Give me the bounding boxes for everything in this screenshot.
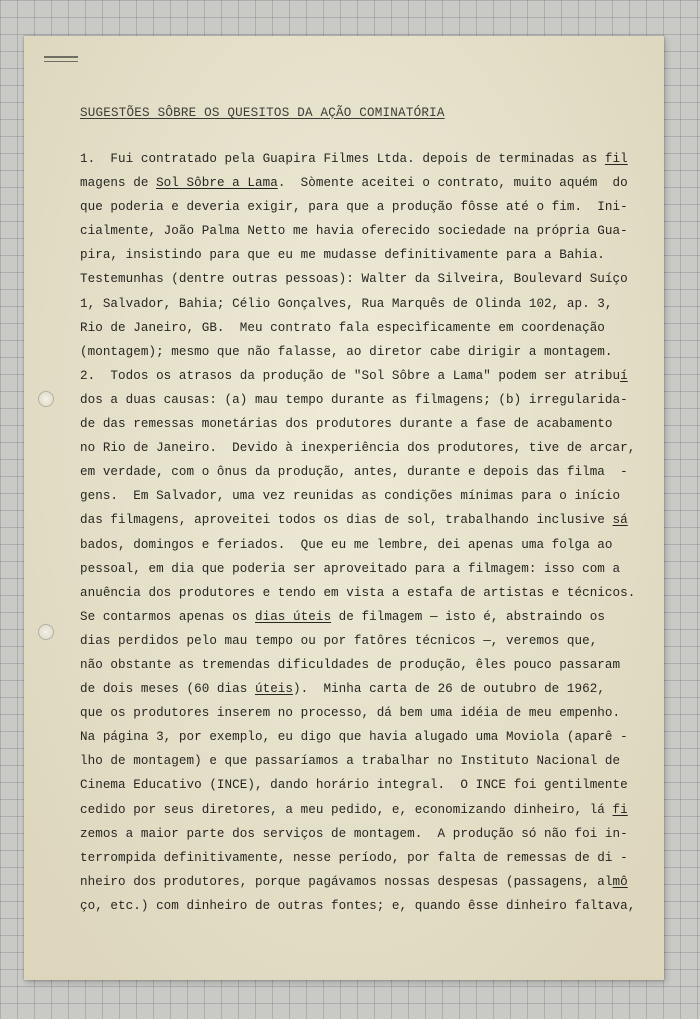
underlined-text: í xyxy=(620,368,628,383)
body-line xyxy=(80,388,660,412)
underlined-text: Sol Sôbre a Lama xyxy=(156,176,278,191)
corner-pen-mark xyxy=(44,56,78,66)
underlined-text: sá xyxy=(612,513,628,528)
body-line xyxy=(80,822,660,846)
body-line xyxy=(80,292,660,316)
underlined-text: fil xyxy=(604,152,628,166)
text-run: (montagem); mesmo que não falasse, ao diretor cabe dirigir a montagem. xyxy=(80,344,613,359)
body-line xyxy=(80,533,660,557)
text-run: 1, Salvador, Bahia; Célio Gonçalves, Rua Marquês de Olinda 102, ap. 3, xyxy=(80,296,613,311)
body-line xyxy=(80,147,660,171)
text-run: Rio de Janeiro, GB. Meu contrato fala especìficamente em coordenação xyxy=(80,320,605,335)
punch-hole xyxy=(38,391,54,407)
text-run: magens de xyxy=(80,176,157,191)
text-run: bados, domingos e feriados. Que eu me lembre, dei apenas uma folga ao xyxy=(80,537,613,552)
document-title: SUGESTÕES SÔBRE OS QUESITOS DA AÇÃO COMINATÓRIA xyxy=(80,106,445,120)
body-line xyxy=(80,605,660,629)
text-run: que os produtores inserem no processo, dá bem uma idéia de meu empenho. xyxy=(80,706,621,721)
text-run: 1. Fui contratado pela Guapira Filmes Ltda. depois de terminadas as xyxy=(80,152,605,166)
text-run: das filmagens, aproveitei todos os dias de sol, trabalhando inclusive xyxy=(80,513,613,528)
text-run: de dois meses (60 dias xyxy=(80,682,255,697)
body-line xyxy=(80,677,660,701)
text-run: ço, etc.) com dinheiro de outras fontes; e, quando êsse dinheiro faltava, xyxy=(80,898,636,913)
body-line xyxy=(80,653,660,677)
body-line xyxy=(80,749,660,773)
text-run: nheiro dos produtores, porque pagávamos nossas despesas (passagens, al xyxy=(80,874,613,889)
body-line xyxy=(80,267,660,291)
body-line xyxy=(80,557,660,581)
body-line xyxy=(80,581,660,605)
text-run: terrompida definitivamente, nesse período, por falta de remessas de di - xyxy=(80,850,628,865)
document-body xyxy=(80,147,660,918)
body-line xyxy=(80,798,660,822)
body-line xyxy=(80,340,660,364)
body-line xyxy=(80,508,660,532)
text-run: lho de montagem) e que passaríamos a trabalhar no Instituto Nacional de xyxy=(80,754,621,769)
body-line xyxy=(80,195,660,219)
text-run: Cinema Educativo (INCE), dando horário integral. O INCE foi gentilmente xyxy=(80,778,628,793)
text-run: cialmente, João Palma Netto me havia oferecido sociedade na própria Gua- xyxy=(80,224,628,239)
text-run: cedido por seus diretores, a meu pedido, e, economizando dinheiro, lá xyxy=(80,802,613,817)
body-line xyxy=(80,773,660,797)
body-line xyxy=(80,846,660,870)
text-run: não obstante as tremendas dificuldades de produção, êles pouco passaram xyxy=(80,657,621,672)
underlined-text: fi xyxy=(612,802,628,817)
text-run: em verdade, com o ônus da produção, antes, durante e depois das filma - xyxy=(80,465,628,480)
text-run: dos a duas causas: (a) mau tempo durante as filmagens; (b) irregularida- xyxy=(80,392,628,407)
body-line xyxy=(80,436,660,460)
body-line xyxy=(80,629,660,653)
punch-hole xyxy=(38,624,54,640)
body-line xyxy=(80,171,660,195)
text-run: Testemunhas (dentre outras pessoas): Walter da Silveira, Boulevard Suíço xyxy=(80,272,628,287)
text-run: no Rio de Janeiro. Devido à inexperiência dos produtores, tive de arcar, xyxy=(80,441,636,456)
body-line xyxy=(80,243,660,267)
text-run: que poderia e deveria exigir, para que a produção fôsse até o fim. Ini- xyxy=(80,200,628,215)
text-run: anuência dos produtores e tendo em vista a estafa de artistas e técnicos. xyxy=(80,585,636,600)
underlined-text: úteis xyxy=(254,682,294,697)
text-run: de filmagem — isto é, abstraindo os xyxy=(331,609,605,624)
text-run: pira, insistindo para que eu me mudasse definitivamente para a Bahia. xyxy=(80,248,605,263)
underlined-text: dias úteis xyxy=(254,609,332,624)
text-run: . Sòmente aceitei o contrato, muito aquém do xyxy=(277,176,628,191)
body-line xyxy=(80,870,660,894)
body-line xyxy=(80,484,660,508)
body-line xyxy=(80,894,660,918)
text-run: 2. Todos os atrasos da produção de "Sol Sôbre a Lama" podem ser atribu xyxy=(80,368,621,383)
text-run: dias perdidos pelo mau tempo ou por fatôres técnicos —, veremos que, xyxy=(80,633,598,648)
text-run: Se contarmos apenas os xyxy=(80,609,255,624)
body-line xyxy=(80,460,660,484)
body-line xyxy=(80,364,660,388)
text-run: ). Minha carta de 26 de outubro de 1962, xyxy=(293,682,605,697)
body-line xyxy=(80,701,660,725)
body-line xyxy=(80,316,660,340)
typewritten-page xyxy=(24,36,664,980)
body-line xyxy=(80,219,660,243)
body-line xyxy=(80,412,660,436)
text-run: Na página 3, por exemplo, eu digo que havia alugado uma Moviola (aparê - xyxy=(80,730,628,745)
body-line xyxy=(80,725,660,749)
text-run: gens. Em Salvador, uma vez reunidas as condições mínimas para o início xyxy=(80,489,621,504)
text-run: zemos a maior parte dos serviços de montagem. A produção só não foi in- xyxy=(80,826,628,841)
text-run: de das remessas monetárias dos produtores durante a fase de acabamento xyxy=(80,417,613,432)
underlined-text: mô xyxy=(612,874,628,889)
text-run: pessoal, em dia que poderia ser aproveitado para a filmagem: isso com a xyxy=(80,561,621,576)
